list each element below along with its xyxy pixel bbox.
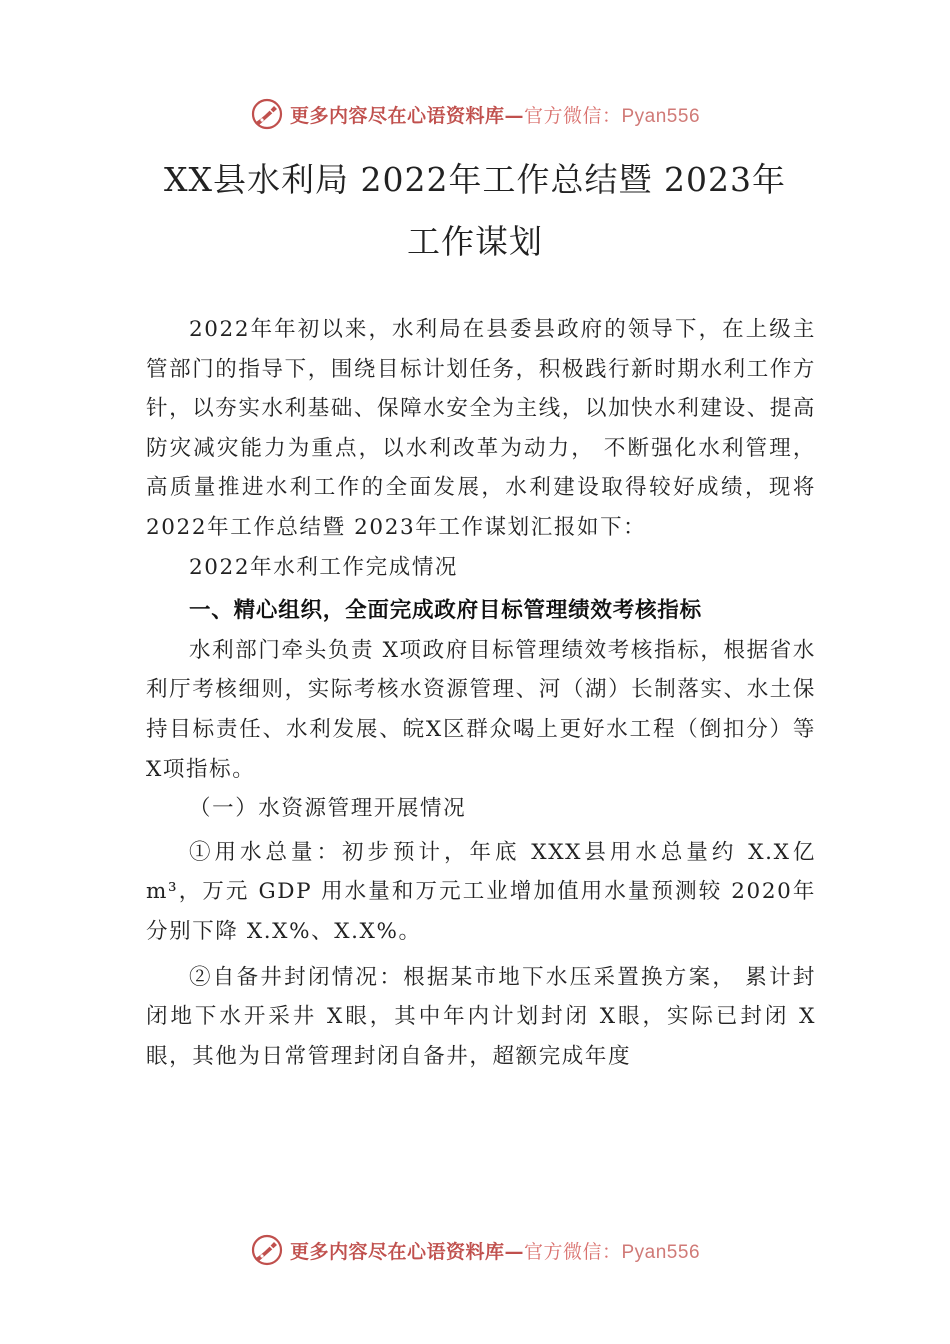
watermark-dash: — xyxy=(504,104,524,127)
watermark-dash: — xyxy=(504,1240,524,1263)
watermark-text xyxy=(290,1237,700,1264)
section-heading-1: 一、精心组织，全面完成政府目标管理绩效考核指标 xyxy=(189,598,702,624)
watermark-text xyxy=(290,101,700,128)
pen-nib-circle-icon xyxy=(250,97,284,131)
document-body xyxy=(146,310,816,1076)
watermark-official: 官方微信： xyxy=(523,104,622,127)
watermark-handle: Pyan556 xyxy=(621,1241,701,1263)
item-well-closure: ②自备井封闭情况：根据某市地下水压采置换方案， 累计封闭地下水开采井 X眼，其中年内计划封闭 X眼，实际已封闭 X眼，其他为日常管理封闭自备井，超额完成年度 xyxy=(146,964,816,1069)
document-title-line1: XX县水利局 2022年工作总结暨 2023年 xyxy=(164,160,786,199)
pen-nib-circle-icon xyxy=(250,1233,284,1267)
watermark-prefix: 更多内容尽在心语资料库 xyxy=(289,104,505,127)
header-watermark xyxy=(0,94,950,134)
watermark-prefix: 更多内容尽在心语资料库 xyxy=(289,1240,505,1263)
intro-paragraph: 2022年年初以来，水利局在县委县政府的领导下，在上级主管部门的指导下，围绕目标计划任务，积极践行新时期水利工作方针，以夯实水利基础、保障水安全为主线，以加快水利建设、提高防灾减灾能力为重点，以水利改革为动力， 不断强化水利管理，高质量推进水利工作的全面发展，水利建设取得较好成绩，现将 2022年工作总结暨 2023年工作谋划汇报如下： xyxy=(146,317,816,540)
section-label: 2022年水利工作完成情况 xyxy=(189,554,459,580)
item-water-usage: ①用水总量：初步预计，年底 XXX县用水总量约 X.X亿 m³，万元 GDP 用水量和万元工业增加值用水量预测较 2020年分别下降 X.X%、X.X%。 xyxy=(146,839,816,944)
document-title-line2: 工作谋划 xyxy=(407,222,543,261)
section-1-paragraph: 水利部门牵头负责 X项政府目标管理绩效考核指标，根据省水利厅考核细则，实际考核水资源管理、河（湖）长制落实、水土保持目标责任、水利发展、皖X区群众喝上更好水工程（倒扣分）等 X项指标。 xyxy=(146,637,816,782)
footer-watermark xyxy=(0,1230,950,1270)
watermark-official: 官方微信： xyxy=(523,1240,622,1263)
watermark-handle: Pyan556 xyxy=(621,105,701,127)
subsection-heading-1: （一）水资源管理开展情况 xyxy=(189,796,467,822)
